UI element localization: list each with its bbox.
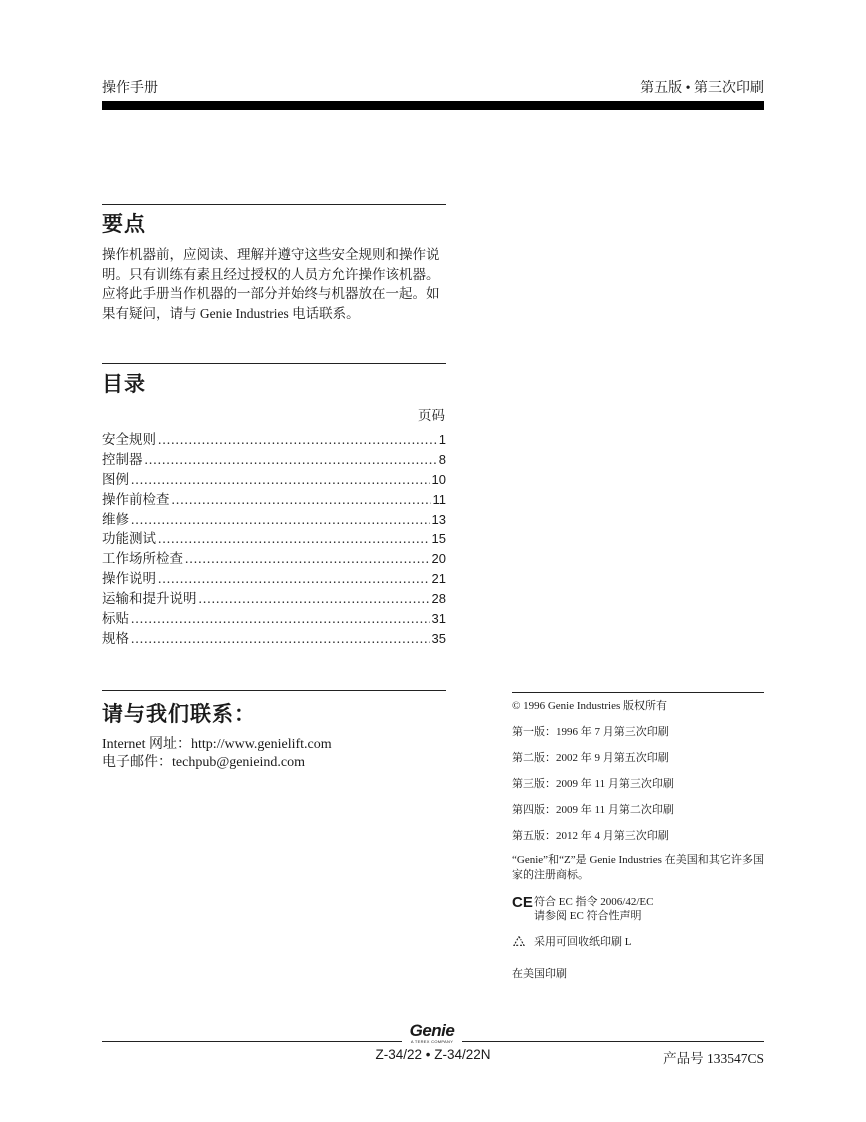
toc-entry-page: 13 bbox=[431, 511, 446, 527]
edition-line: 第三版：2009 年 11 月第三次印刷 bbox=[512, 778, 674, 790]
important-line: 应将此手册当作机器的一部分并始终与机器放在一起。如 bbox=[102, 286, 440, 301]
toc-entry-page: 20 bbox=[431, 551, 446, 567]
toc-entry[interactable] bbox=[102, 547, 446, 567]
contact-website[interactable]: Internet 网址：http://www.genielift.com bbox=[102, 737, 332, 752]
header-manual-title: 操作手册 bbox=[102, 81, 158, 96]
header-rule bbox=[102, 101, 764, 110]
toc-entry[interactable] bbox=[102, 488, 446, 508]
toc-leader bbox=[131, 611, 430, 627]
publication-info bbox=[512, 697, 764, 981]
toc-leader bbox=[158, 432, 437, 448]
contact-heading: 请与我们联系： bbox=[102, 702, 256, 726]
toc-entry-label: 规格 bbox=[102, 630, 129, 646]
toc-page-column-header: 页码 bbox=[418, 408, 445, 423]
important-line: 操作机器前，应阅读、理解并遵守这些安全规则和操作说 bbox=[102, 247, 440, 262]
toc-leader bbox=[145, 452, 437, 468]
genie-logo-wordmark: Genie bbox=[409, 1021, 455, 1040]
toc-rule bbox=[102, 363, 446, 364]
ce-mark-icon: CE bbox=[512, 894, 533, 911]
important-heading: 要点 bbox=[102, 212, 146, 236]
important-line: 明。只有训练有素且经过授权的人员方允许操作该机器。 bbox=[102, 266, 440, 282]
ce-compliance bbox=[512, 895, 764, 923]
toc-entry-page: 15 bbox=[431, 531, 446, 547]
toc-entry[interactable] bbox=[102, 627, 446, 647]
toc-entry[interactable] bbox=[102, 468, 446, 488]
ce-declaration: 请参阅 EC 符合性声明 bbox=[534, 910, 642, 922]
toc-leader bbox=[185, 551, 430, 567]
recycle-icon bbox=[512, 935, 534, 953]
toc-entry-label: 图例 bbox=[102, 471, 129, 487]
toc-leader bbox=[172, 492, 431, 508]
toc-entry[interactable] bbox=[102, 428, 446, 448]
header-edition: 第五版 • 第三次印刷 bbox=[640, 81, 764, 96]
toc-leader bbox=[131, 512, 430, 528]
edition-line: 第二版：2002 年 9 月第五次印刷 bbox=[512, 752, 669, 764]
toc-entry-label: 功能测试 bbox=[102, 531, 156, 547]
toc-entry-label: 安全规则 bbox=[102, 432, 156, 447]
printed-in: 在美国印刷 bbox=[512, 968, 567, 980]
recycled-paper bbox=[512, 935, 764, 953]
toc-entry-page: 35 bbox=[431, 630, 446, 646]
toc-entry-page: 31 bbox=[431, 611, 446, 627]
footer-part-number: 产品号 133547CS bbox=[663, 1051, 764, 1066]
toc-leader bbox=[131, 472, 430, 488]
toc-leader bbox=[158, 531, 430, 547]
edition-line: 第五版：2012 年 4 月第三次印刷 bbox=[512, 830, 669, 842]
toc-entry-label: 操作说明 bbox=[102, 571, 156, 587]
important-body bbox=[102, 245, 448, 323]
publication-rule bbox=[512, 692, 764, 693]
toc-entry-page: 21 bbox=[431, 571, 446, 587]
recycled-paper-text: 采用可回收纸印刷 L bbox=[534, 936, 632, 948]
toc-entry-page: 10 bbox=[431, 471, 446, 487]
ce-directive: 符合 EC 指令 2006/42/EC bbox=[534, 896, 654, 908]
genie-logo bbox=[402, 1022, 462, 1044]
toc-entry-label: 运输和提升说明 bbox=[102, 591, 197, 607]
toc-entry-label: 操作前检查 bbox=[102, 491, 170, 507]
footer-model: Z-34/22 • Z-34/22N bbox=[375, 1047, 491, 1062]
toc-heading: 目录 bbox=[102, 372, 146, 396]
copyright-notice: © 1996 Genie Industries 版权所有 bbox=[512, 700, 668, 712]
toc-entry-page: 8 bbox=[438, 451, 446, 467]
important-rule bbox=[102, 204, 446, 205]
footer-rule-left bbox=[102, 1041, 402, 1042]
trademark-notice: “Genie”和“Z”是 Genie Industries 在美国和其它许多国家的注册商标。 bbox=[512, 854, 764, 881]
toc-entry-label: 控制器 bbox=[102, 451, 143, 467]
footer-rule-right bbox=[462, 1041, 764, 1042]
edition-line: 第一版：1996 年 7 月第三次印刷 bbox=[512, 726, 669, 738]
genie-logo-tagline: A TEREX COMPANY bbox=[410, 1039, 454, 1044]
edition-line: 第四版：2009 年 11 月第二次印刷 bbox=[512, 804, 674, 816]
toc-entry-label: 维修 bbox=[102, 511, 129, 527]
contact-rule bbox=[102, 690, 446, 691]
toc-leader bbox=[131, 631, 430, 647]
toc-entry-page: 1 bbox=[438, 432, 446, 447]
toc-leader bbox=[199, 591, 430, 607]
toc-entry[interactable] bbox=[102, 508, 446, 528]
toc-entry[interactable] bbox=[102, 607, 446, 627]
toc-list bbox=[102, 428, 446, 647]
toc-entry-label: 标贴 bbox=[102, 611, 129, 627]
important-line: 果有疑问，请与 Genie Industries 电话联系。 bbox=[102, 305, 360, 321]
contact-email[interactable]: 电子邮件：techpub@genieind.com bbox=[102, 755, 306, 770]
toc-leader bbox=[158, 571, 430, 587]
toc-entry-page: 28 bbox=[431, 591, 446, 607]
toc-entry[interactable] bbox=[102, 587, 446, 607]
toc-entry-label: 工作场所检查 bbox=[102, 551, 183, 567]
toc-entry[interactable] bbox=[102, 567, 446, 587]
toc-entry[interactable] bbox=[102, 527, 446, 547]
toc-entry-page: 11 bbox=[432, 491, 446, 507]
toc-entry[interactable] bbox=[102, 448, 446, 468]
